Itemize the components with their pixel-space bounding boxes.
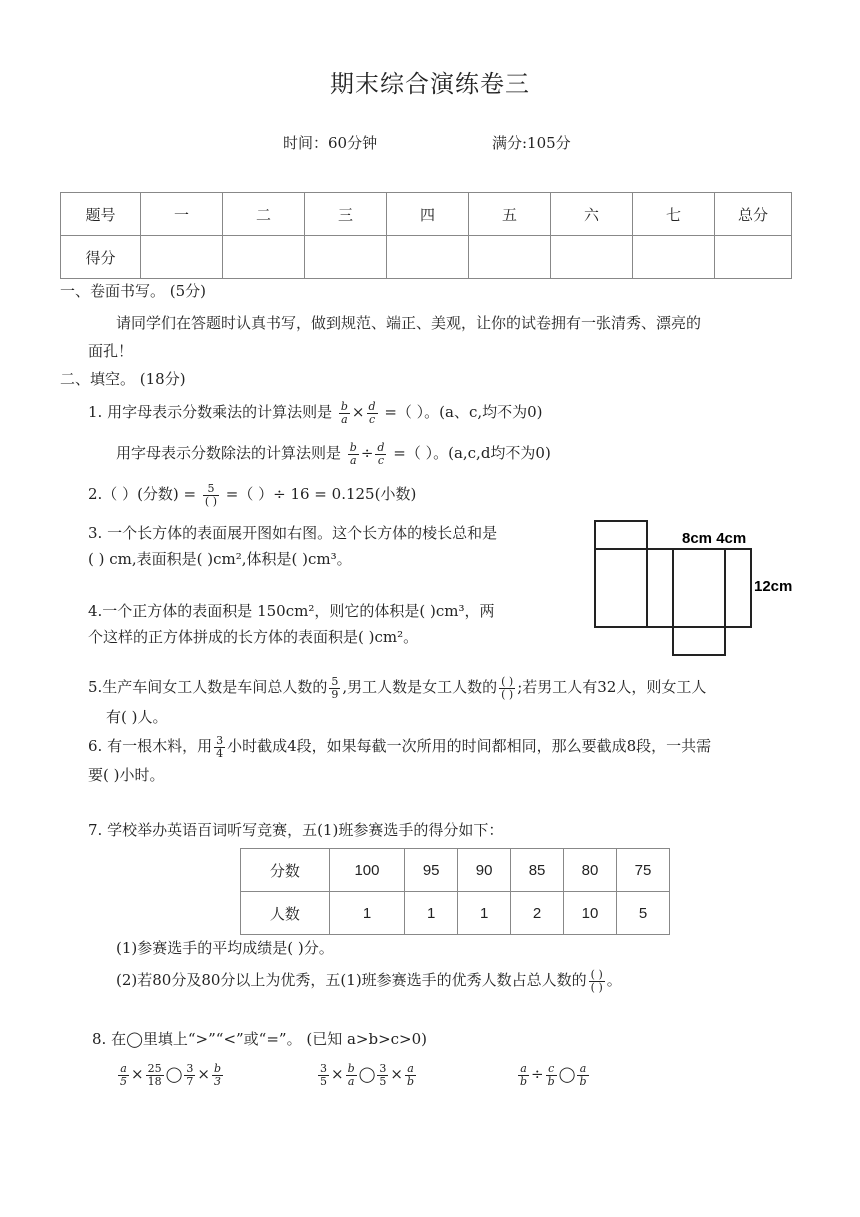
table-cell: 1 [458,892,511,935]
table-cell: 1 [405,892,458,935]
score-table-score-row [61,236,792,279]
score-input-cell[interactable] [715,236,792,279]
numerator: a [518,1063,529,1076]
score-input-cell[interactable] [387,236,469,279]
numerator: d [377,440,385,454]
denominator: 9 [331,687,339,701]
score-table-header-row [61,193,792,236]
net-face [673,549,725,627]
comparison-expression-3 [516,1062,591,1088]
question-4-line1: 4.一个正方体的表面积是 150cm²，则它的体积是( )cm³，两 [88,602,495,620]
q6-text: 6. 有一根木料，用 [88,737,213,755]
numerator: 5 [331,674,339,688]
numerator: ( ) [590,967,603,981]
table-cell: 1 [329,892,404,935]
denominator: ( ) [501,687,514,701]
operator: ÷ [360,444,374,462]
score-input-cell[interactable] [469,236,551,279]
fraction [546,1063,557,1088]
fraction [377,1063,388,1088]
q7-sub2-end: 。 [606,971,622,989]
table-row [241,892,670,935]
score-table [60,192,792,279]
q1b-text: 用字母表示分数除法的计算法则是 [116,444,342,462]
fraction [318,1063,329,1088]
question-8-intro: 8. 在◯里填上“>”“<”或“=”。 (已知 a>b>c>0) [92,1030,428,1048]
question-6 [88,734,711,760]
fraction [367,401,378,426]
net-face [647,549,673,627]
score-cell: 二 [223,193,305,236]
numerator: ( ) [501,674,514,688]
numerator: a [577,1063,588,1076]
q5-text-end: ;若男工人有32人，则女工人 [517,678,707,696]
table-cell: 分数 [241,849,330,892]
question-1a [88,400,543,426]
denominator: 3 [213,1074,221,1088]
net-face [673,627,725,655]
net-face [725,549,751,627]
score-input-cell[interactable] [633,236,715,279]
fraction [518,1063,529,1088]
page-title: 期末综合演练卷三 [330,70,530,98]
question-5 [88,675,706,701]
fraction [499,676,515,701]
operator: × [197,1065,210,1083]
fraction [212,1063,223,1088]
denominator: b [579,1074,587,1088]
denominator: 18 [147,1074,162,1088]
numerator: a [405,1063,416,1076]
score-input-cell[interactable] [141,236,223,279]
time-label: 时间：60分钟 [283,134,378,152]
q5-text-mid: ,男工人数是女工人数的 [342,678,498,696]
score-cell: 六 [551,193,633,236]
comparison-expression-2 [316,1062,418,1088]
operator: × [131,1065,144,1083]
denominator: a [341,412,348,426]
compare-circle[interactable]: ◯ [558,1065,576,1083]
table-cell: 75 [617,849,670,892]
denominator: 4 [216,746,224,760]
numerator: 3 [320,1061,327,1075]
numerator: 3 [379,1061,387,1075]
denominator: b [547,1074,555,1088]
table-cell: 人数 [241,892,330,935]
question-6-line2: 要( )小时。 [88,766,165,784]
net-dimension-label: 8cm 4cm [682,530,747,547]
denominator: a [347,1074,355,1088]
numerator: 25 [147,1061,162,1075]
numerator: b [340,399,348,413]
net-face [595,521,647,549]
score-cell: 一 [141,193,223,236]
numerator: b [213,1061,221,1075]
fraction [329,676,340,701]
score-input-cell[interactable] [551,236,633,279]
question-5-line2: 有( )人。 [106,708,168,726]
fraction [118,1063,129,1088]
table-cell: 85 [511,849,564,892]
numerator: 3 [216,733,224,747]
denominator: 5 [379,1074,387,1088]
fraction [348,442,359,467]
q6-text-end: 小时截成4段，如果每截一次所用的时间都相同，那么要截成8段，一共需 [227,737,712,755]
question-7-sub1: (1)参赛选手的平均成绩是( )分。 [116,939,334,957]
question-1b [116,441,551,467]
fraction [577,1063,588,1088]
q7-sub2-text: (2)若80分及80分以上为优秀，五(1)班参赛选手的优秀人数占总人数的 [116,971,587,989]
question-3-line2: ( ) cm,表面积是( )cm²,体积是( )cm³。 [88,550,352,568]
q2-text-end: =（ ）÷ 16 = 0.125(小数) [225,485,417,503]
fraction [405,1063,416,1088]
score-cell: 三 [305,193,387,236]
section-1-text: 请同学们在答题时认真书写，做到规范、端正、美观，让你的试卷拥有一张清秀、漂亮的 [116,314,702,332]
fraction [339,401,350,426]
score-cell: 得分 [61,236,141,279]
table-cell: 2 [511,892,564,935]
score-input-cell[interactable] [223,236,305,279]
fraction [203,483,219,508]
numerator: b [347,1061,355,1075]
fraction [146,1063,164,1088]
denominator: 5 [120,1074,127,1088]
question-4-line2: 个这样的正方体拼成的长方体的表面积是( )cm²。 [88,628,419,646]
compare-circle[interactable]: ◯ [358,1065,376,1083]
operator: × [351,403,365,421]
score-cell: 题号 [61,193,141,236]
denominator: ( ) [590,980,603,994]
net-dimension-label: 12cm [754,578,793,595]
fraction [214,735,225,760]
section-1-text: 面孔！ [88,342,134,360]
fraction [589,969,605,994]
q1b-answer-text: =（ ）。(a,c,d均不为0) [393,444,551,462]
denominator: b [520,1074,528,1088]
denominator: 5 [320,1074,327,1088]
q5-text: 5.生产车间女工人数是车间总人数的 [88,678,328,696]
table-cell: 100 [329,849,404,892]
q1a-answer-text: =（ ）。(a、c,均不为0) [384,403,543,421]
numerator: 3 [186,1061,194,1075]
score-cell: 五 [469,193,551,236]
numerator: a [118,1063,129,1076]
table-row [241,849,670,892]
question-7-intro: 7. 学校举办英语百词听写竞赛，五(1)班参赛选手的得分如下： [88,821,504,839]
operator: × [331,1065,344,1083]
cuboid-net-figure [590,516,800,658]
denominator: 7 [186,1074,194,1088]
question-2 [88,482,416,508]
fraction [375,442,386,467]
table-cell: 80 [564,849,617,892]
operator: × [390,1065,403,1083]
denominator: b [407,1074,415,1088]
numerator: c [546,1063,557,1076]
question-7-sub2 [116,968,622,994]
table-cell: 5 [617,892,670,935]
numerator: 5 [203,483,219,496]
score-cell: 总分 [715,193,792,236]
denominator: a [350,453,357,467]
score-cell: 四 [387,193,469,236]
section-2-heading: 二、填空。 (18分) [60,370,186,388]
score-results-table [240,848,670,935]
q1a-text: 1. 用字母表示分数乘法的计算法则是 [88,403,333,421]
net-face [595,549,647,627]
section-1-heading: 一、卷面书写。 (5分) [60,282,207,300]
comparison-expression-1 [116,1062,225,1088]
q2-text: 2.（ ）(分数) = [88,485,197,503]
score-input-cell[interactable] [305,236,387,279]
denominator: c [377,453,385,467]
fraction [184,1063,195,1088]
score-cell: 七 [633,193,715,236]
denominator: ( ) [204,494,217,508]
full-score-label: 满分:105分 [492,134,571,152]
question-3-line1: 3. 一个长方体的表面展开图如右图。这个长方体的棱长总和是 [88,524,498,542]
fraction [346,1063,357,1088]
numerator: b [349,440,357,454]
table-cell: 90 [458,849,511,892]
denominator: c [368,412,376,426]
table-cell: 10 [564,892,617,935]
operator: ÷ [531,1065,544,1083]
compare-circle[interactable]: ◯ [165,1065,183,1083]
table-cell: 95 [405,849,458,892]
numerator: d [368,399,376,413]
